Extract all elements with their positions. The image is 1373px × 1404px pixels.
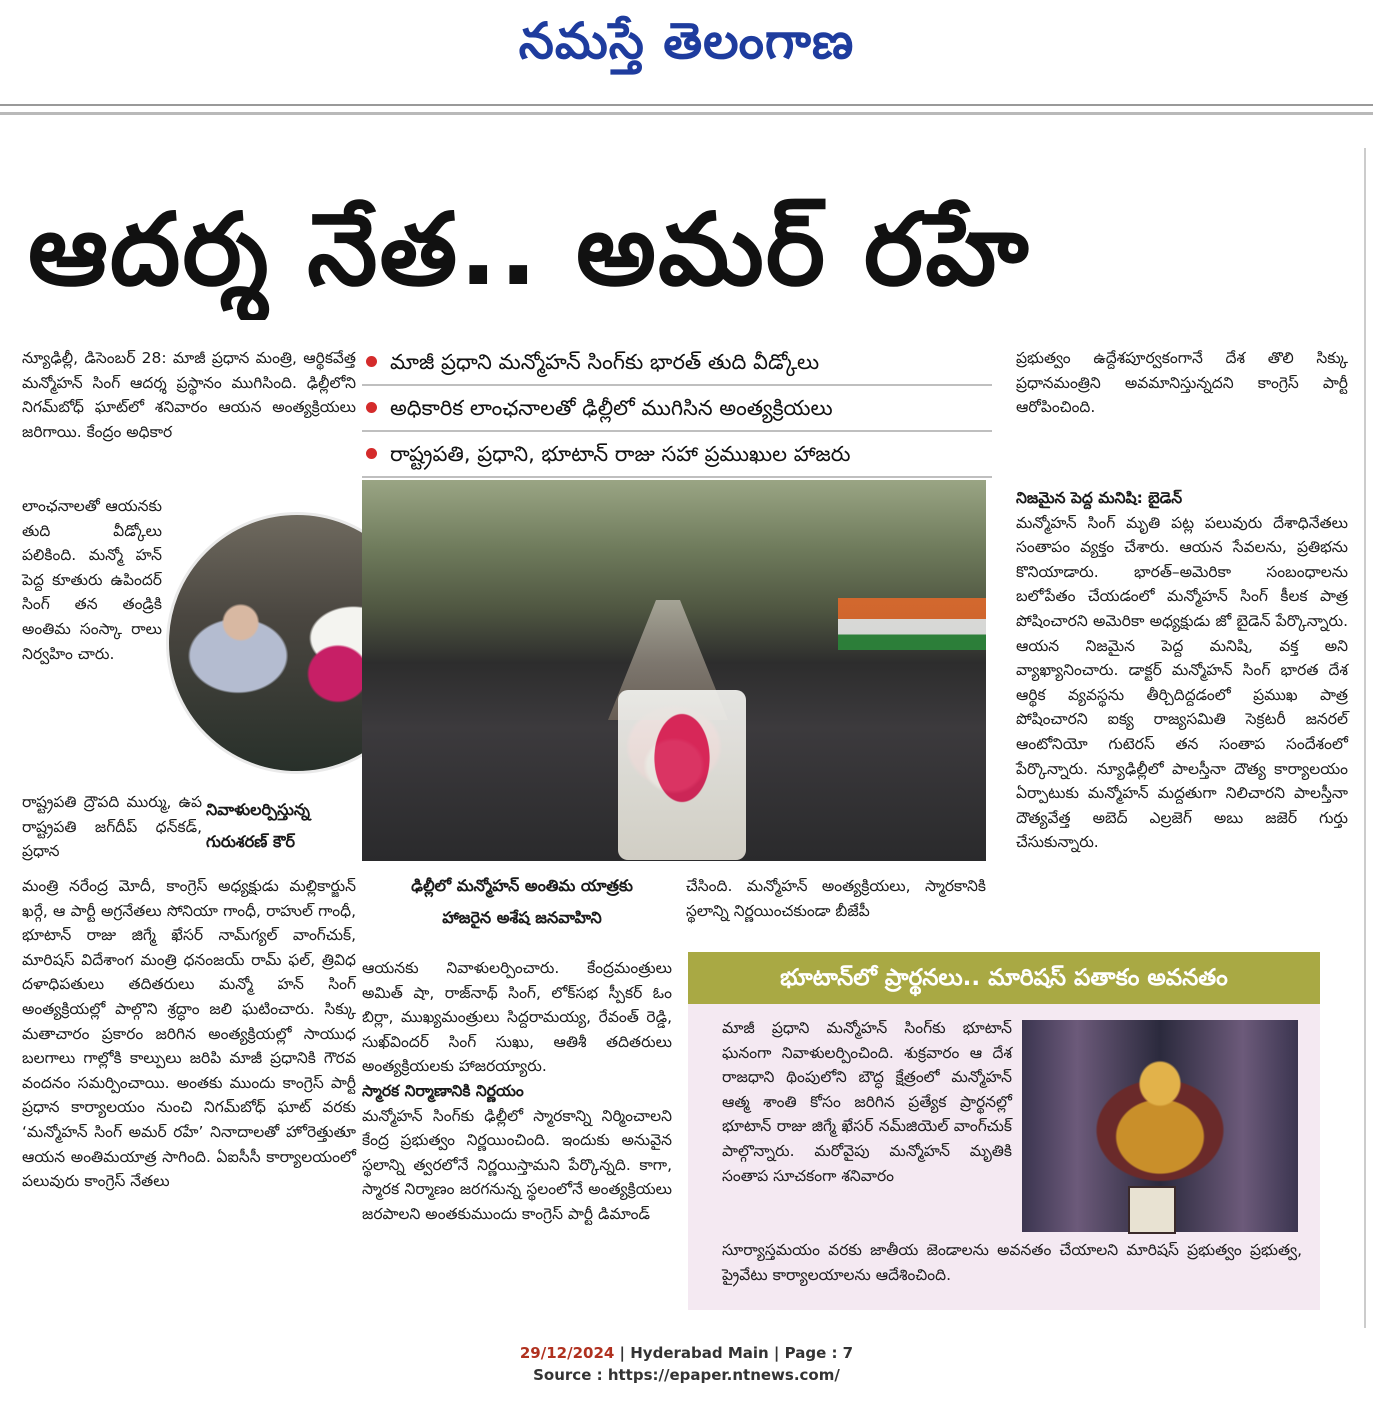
article-left-narrow [22, 494, 162, 666]
footer-date: 29/12/2024 [519, 1344, 615, 1362]
article-middle-bottom [362, 956, 672, 1227]
top-rule [0, 112, 1373, 115]
bhutan-box-text: మాజీ ప్రధాని మన్మోహన్ సింగ్‌కు భూటాన్ ఘనంగా నివాళులర్పించింది. శుక్రవారం ఆ దేశ రాజధాని థింపులోని బౌద్ధ క్షేత్రంలో మన్మోహన్ ఆత్మ శాంతి కోసం జరిగిన ప్రత్యేక ప్రార్థనల్లో భూటాన్ రాజు జిగ్మే ఖేసర్ నమ్‌జియెల్ వాంగ్‌చుక్ పాల్గొన్నారు. మరోవైపు మన్మోహన్ మృతికి సంతాప సూచకంగా శనివారం [722, 1019, 1012, 1185]
article-paragraph: ప్రభుత్వం ఉద్దేశపూర్వకంగానే దేశ తొలి సిక్కు ప్రధానమంత్రిని అవమానిస్తున్నదని కాంగ్రెస్ పార్టీ ఆరోపించింది. [1016, 349, 1348, 417]
circle-photo-caption [206, 794, 376, 858]
headline: ఆదర్శ నేత.. అమర్ రహే [28, 191, 1031, 308]
page-footer [0, 1342, 1373, 1386]
right-column-rule [1364, 148, 1366, 1328]
article-subhead: నిజమైన పెద్ద మనిషి: బైడెన్ [1016, 489, 1183, 507]
article-right-top [1016, 346, 1348, 420]
bullet-dot-icon [366, 402, 377, 413]
caption-line: నివాళులర్పిస్తున్న [206, 800, 310, 819]
article-subhead: స్మారక నిర్మాణానికి నిర్ణయం [362, 1081, 524, 1100]
main-photo-caption [362, 870, 682, 934]
article-left-top [22, 346, 356, 444]
highlight-bullets [362, 340, 992, 478]
footer-edition-line [0, 1342, 1373, 1364]
bullet-item [362, 386, 992, 432]
masthead-title: నమస్తే తెలంగాణ [518, 12, 855, 70]
masthead [0, 0, 1373, 106]
bhutan-box-header: భూటాన్‌లో ప్రార్థనలు.. మారిషస్ పతాకం అవనతం [688, 952, 1320, 1004]
article-paragraph: ఆయనకు నివాళులర్పించారు. కేంద్రమంత్రులు అమిత్ షా, రాజ్‌నాథ్ సింగ్, లోక్‌సభ స్పీకర్ ఓం బిర్లా, ముఖ్యమంత్రులు సిద్దరామయ్య, రేవంత్ రెడ్డి, సుఖ్‌విందర్ సింగ్ సుఖు, ఆతిశీ తదితరులు అంత్యక్రియలకు హాజరయ్యారు. [362, 959, 672, 1076]
article-paragraph: మంత్రి నరేంద్ర మోదీ, కాంగ్రెస్ అధ్యక్షుడు మల్లికార్జున్ ఖర్గే, ఆ పార్టీ అగ్రనేతలు సోనియా గాంధీ, రాహుల్ గాంధీ, భూటాన్ రాజు జిగ్మే ఖేసర్ నామ్‌గ్యల్ వాంగ్‌చుక్, మారిషస్ విదేశాంగ మంత్రి ధనంజయ్ రామ్ ఫల్, త్రివిధ దళాధిపతులు తదితరులు మన్మో హన్ సింగ్ అంత్యక్రియల్లో పాల్గొని శ్రద్ధాం జలి ఘటించారు. సిక్కు మతాచారం ప్రకారం జరిగిన అంత్యక్రియల్లో సాయుధ బలగాలు గాల్లోకి కాల్పులు జరిపి మాజీ ప్రధానికి గౌరవ వందనం సమర్పించాయి. అంతకు ముందు కాంగ్రెస్ పార్టీ ప్రధాన కార్యాలయం నుంచి నిగమ్‌బోధ్ ఘాట్ వరకు ‘మన్మోహన్ సింగ్ అమర్ రహే’ నినాదాలతో హోరెత్తుతూ ఆయన అంతిమయాత్ర సాగింది. ఏఐసీసీ కార్యాలయంలో పలువురు కాంగ్రెస్ నేతలు [22, 877, 356, 1191]
bullet-text: రాష్ట్రపతి, ప్రధాని, భూటాన్ రాజు సహా ప్రముఖుల హాజరు [390, 442, 851, 466]
article-left-bottom [22, 874, 356, 1194]
bullet-dot-icon [366, 356, 377, 367]
article-left-narrow2 [22, 790, 202, 864]
article-center-continue [686, 874, 986, 923]
funeral-procession-photo [362, 480, 986, 861]
article-paragraph: చేసింది. మన్మోహన్ అంత్యక్రియలు, స్మారకానికి స్థలాన్ని నిర్ణయించకుండా బీజేపీ [686, 877, 986, 920]
photo-banner [838, 598, 986, 650]
portrait-frame [1128, 1186, 1176, 1234]
caption-line: హాజరైన అశేష జనవాహిని [442, 908, 602, 927]
bullet-item [362, 340, 992, 386]
caption-line: ఢిల్లీలో మన్మోహన్ అంతిమ యాత్రకు [411, 876, 633, 895]
bullet-text: మాజీ ప్రధాని మన్మోహన్ సింగ్‌కు భారత్ తుది వీడ్కోలు [390, 350, 820, 374]
footer-source: Source : https://epaper.ntnews.com/ [533, 1366, 840, 1384]
photo-hearse [618, 690, 746, 860]
article-paragraph: మన్మోహన్ సింగ్ మృతి పట్ల పలువురు దేశాధినేతలు సంతాపం వ్యక్తం చేశారు. ఆయన సేవలను, ప్రతిభను కొనియాడారు. భారత్–అమెరికా సంబంధాలను బలోపేతం చేయడంలో మన్మోహన్ సింగ్ కీలక పాత్ర పోషించారని అమెరికా అధ్యక్షుడు జో బైడెన్ పేర్కొన్నారు. ఆయన నిజమైన పెద్ద మనిషి, వక్త అని వ్యాఖ్యానించారు. డాక్టర్ మన్మోహన్ సింగ్ భారత దేశ ఆర్థిక వ్యవస్థను తీర్చిదిద్దడంలో ప్రముఖ పాత్ర పోషించారని ఐక్య రాజ్యసమితి సెక్రటరీ జనరల్ ఆంటోనియో గుటెరస్ తన సంతాప సందేశంలో పేర్కొన్నారు. న్యూఢిల్లీలో పాలస్తీనా దౌత్య కార్యాలయం ఏర్పాటుకు మన్మోహన్ మద్దతుగా నిలిచారని పాలస్తీనా దౌత్యవేత్త అబెద్ ఎల్రజెగ్ అబు జజెర్ గుర్తు చేసుకున్నారు. [1016, 513, 1348, 852]
bhutan-box-text-wide: సూర్యాస్తమయం వరకు జాతీయ జెండాలను అవనతం చేయాలని మారిషస్ ప్రభుత్వం ప్రభుత్వ, ప్రైవేటు కార్యాలయాలను ఆదేశించింది. [722, 1241, 1302, 1284]
article-paragraph: న్యూఢిల్లీ, డిసెంబర్ 28: మాజీ ప్రధాన మంత్రి, ఆర్థికవేత్త మన్మోహన్ సింగ్ ఆదర్శ ప్రస్థానం ముగిసింది. ఢిల్లీలోని నిగమ్‌బోధ్ ఘాట్‌లో శనివారం ఆయన అంత్యక్రియలు జరిగాయి. కేంద్రం అధికార [22, 349, 356, 441]
bullet-item [362, 432, 992, 478]
article-right-mid [1016, 486, 1348, 855]
footer-edition: | Hyderabad Main | Page : 7 [619, 1344, 854, 1362]
bullet-text: అధికారిక లాంఛనాలతో ఢిల్లీలో ముగిసిన అంత్యక్రియలు [390, 396, 833, 420]
article-paragraph: రాష్ట్రపతి ద్రౌపది ముర్ము, ఉప రాష్ట్రపతి జగ్‌దీప్ ధన్‌కడ్, ప్రధాన [22, 793, 202, 861]
article-paragraph: లాంఛనాలతో ఆయనకు తుది వీడ్కోలు పలికింది. మన్మో హన్ పెద్ద కూతురు ఉపిందర్ సింగ్ తన తండ్రికి అంతిమ సంస్కా రాలు నిర్వహిం చారు. [22, 497, 162, 663]
article-paragraph: మన్మోహన్ సింగ్‌కు ఢిల్లీలో స్మారకాన్ని నిర్మించాలని కేంద్ర ప్రభుత్వం నిర్ణయించింది. ఇందుకు అనువైన స్థలాన్ని త్వరలోనే నిర్ణయిస్తామని పేర్కొన్నది. కాగా, స్మారక నిర్మాణం జరగనున్న స్థలంలోనే అంత్యక్రియలు జరపాలని అంతకుముందు కాంగ్రెస్ పార్టీ డిమాండ్ [362, 1106, 672, 1223]
caption-line: గురుశరణ్ కౌర్ [206, 832, 295, 851]
bullet-dot-icon [366, 448, 377, 459]
